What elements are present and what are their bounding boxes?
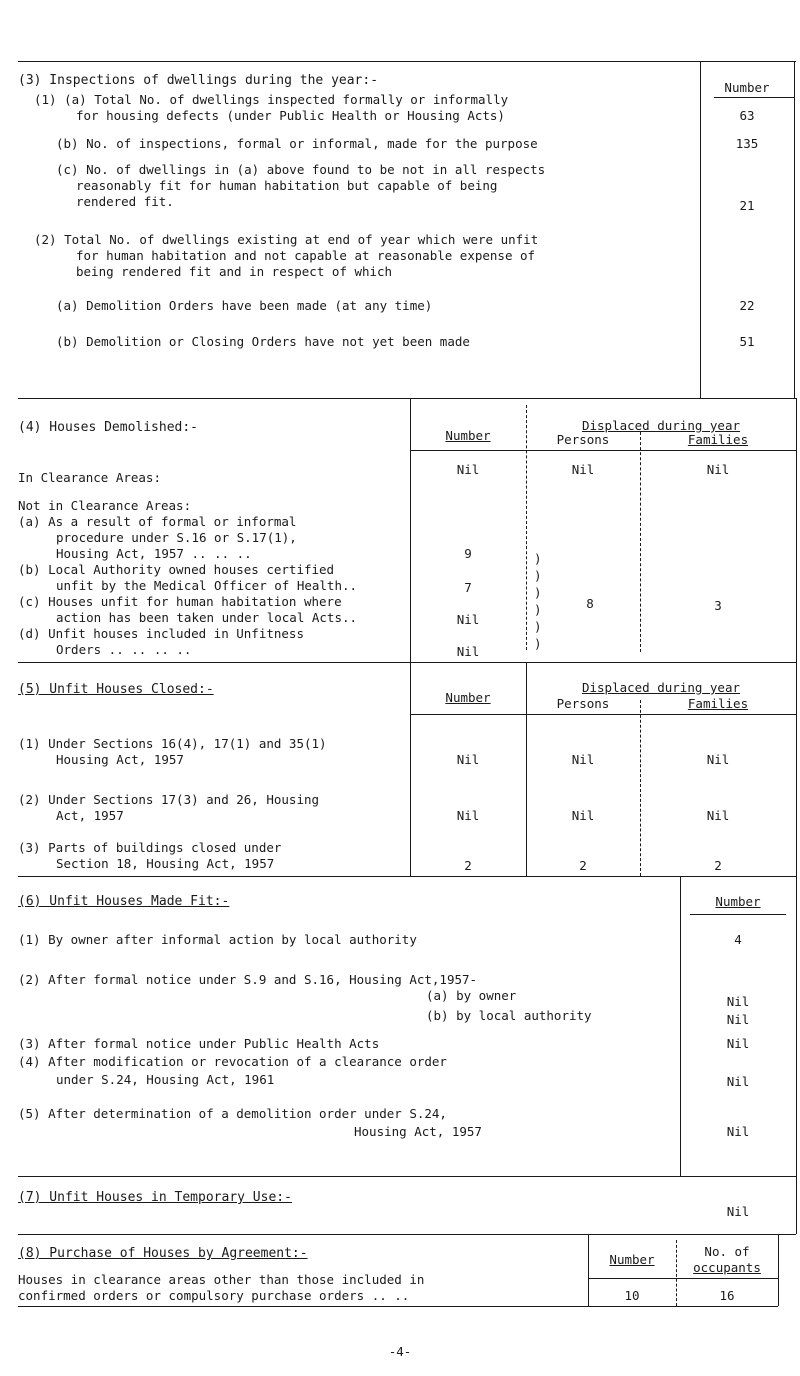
s6-r5-value: Nil: [726, 1124, 750, 1139]
s4-not-clearance-label: Not in Clearance Areas:: [18, 498, 192, 513]
s6-r5-line1: (5) After determination of a demolition order under S.24,: [18, 1106, 447, 1121]
s3-row2-line2: for human habitation and not capable at reasonable expense of: [76, 248, 536, 263]
s4-c-value: Nil: [456, 612, 480, 627]
s3-row1a-line2: for housing defects (under Public Health or Housing Acts): [76, 108, 505, 123]
s6-number-header: Number: [715, 894, 761, 909]
s4-b-value: 7: [464, 580, 472, 595]
s8-occupants-header-line2: occupants: [693, 1260, 761, 1275]
s8-row-line1: Houses in clearance areas other than those included in: [18, 1272, 425, 1287]
s5-header-rule: [410, 714, 796, 715]
s6-r1: (1) By owner after informal action by local authority: [18, 932, 417, 947]
s6-r3-value: Nil: [726, 1036, 750, 1051]
s8-right-rule: [778, 1234, 779, 1306]
s6-heading: (6) Unfit Houses Made Fit:-: [18, 894, 230, 909]
s6-r4-line2: under S.24, Housing Act, 1961: [56, 1072, 275, 1087]
s6-header-rule: [690, 914, 786, 915]
s5-right-rule: [796, 662, 797, 876]
s4-c-line1: (c) Houses unfit for human habitation where: [18, 594, 342, 609]
s3-row1c-value: 21: [739, 198, 755, 213]
s5-r1-families: Nil: [706, 752, 730, 767]
s8-occupants-header-line1: No. of: [704, 1244, 750, 1259]
s4-a-line1: (a) As a result of formal or informal: [18, 514, 297, 529]
s4-top-rule: [18, 398, 796, 399]
s5-r2-persons: Nil: [571, 808, 595, 823]
s8-row-number: 10: [624, 1288, 640, 1303]
s8-row-occupants: 16: [719, 1288, 735, 1303]
s6-r2-line1: (2) After formal notice under S.9 and S.16, Housing Act,1957-: [18, 972, 478, 987]
s6-r2b: (b) by local authority: [426, 1008, 592, 1023]
s5-number-header: Number: [445, 690, 491, 705]
s4-d-line1: (d) Unfit houses included in Unfitness: [18, 626, 304, 641]
s4-group-persons: 8: [586, 596, 594, 611]
s4-a-value: 9: [464, 546, 472, 561]
s3-row2b: (b) Demolition or Closing Orders have not yet been made: [56, 334, 470, 349]
s4-families-header: Families: [687, 432, 749, 447]
s7-heading: (7) Unfit Houses in Temporary Use:-: [18, 1190, 292, 1205]
s3-right-rule: [794, 61, 795, 399]
s5-families-col-rule: [640, 700, 641, 876]
s4-clearance-label: In Clearance Areas:: [18, 470, 161, 485]
s8-row-line2: confirmed orders or compulsory purchase orders .. ..: [18, 1288, 410, 1303]
s5-r3-line2: Section 18, Housing Act, 1957: [56, 856, 275, 871]
s3-row1a-line1: (1) (a) Total No. of dwellings inspected formally or informally: [34, 92, 509, 107]
s8-heading: (8) Purchase of Houses by Agreement:-: [18, 1246, 308, 1261]
s5-r1-persons: Nil: [571, 752, 595, 767]
s3-number-header: Number: [724, 80, 770, 95]
s4-clearance-number: Nil: [456, 462, 480, 477]
s5-r1-line2: Housing Act, 1957: [56, 752, 184, 767]
s4-persons-header: Persons: [556, 432, 610, 447]
s5-r2-line1: (2) Under Sections 17(3) and 26, Housing: [18, 792, 320, 807]
s8-bottom-rule: [18, 1306, 778, 1307]
s3-row1b: (b) No. of inspections, formal or informal, made for the purpose: [56, 136, 538, 151]
s6-right-rule: [796, 876, 797, 1176]
s6-r1-value: 4: [734, 932, 742, 947]
s3-row1a-value: 63: [739, 108, 755, 123]
s6-r2b-value: Nil: [726, 1012, 750, 1027]
s4-group-families: 3: [714, 598, 722, 613]
s5-persons-header: Persons: [556, 696, 610, 711]
s3-header-rule: [714, 97, 794, 98]
s3-heading: (3) Inspections of dwellings during the year:-: [18, 73, 379, 88]
s3-row1c-line1: (c) No. of dwellings in (a) above found to be not in all respects: [56, 162, 546, 177]
s5-r3-persons: 2: [579, 858, 587, 873]
s5-r3-families: 2: [714, 858, 722, 873]
s7-top-rule: [18, 1176, 796, 1177]
s3-row1b-value: 135: [735, 136, 759, 151]
s4-c-line2: action has been taken under local Acts..: [56, 610, 358, 625]
s5-heading: (5) Unfit Houses Closed:-: [18, 682, 214, 697]
s5-r1-line1: (1) Under Sections 16(4), 17(1) and 35(1): [18, 736, 327, 751]
s5-top-rule: [18, 662, 796, 663]
s6-r2a-value: Nil: [726, 994, 750, 1009]
s5-displaced-header: Displaced during year: [581, 680, 741, 695]
s6-r2a: (a) by owner: [426, 988, 517, 1003]
s8-header-rule: [588, 1278, 778, 1279]
s4-number-header: Number: [445, 428, 491, 443]
s4-d-value: Nil: [456, 644, 480, 659]
s6-r3: (3) After formal notice under Public Health Acts: [18, 1036, 380, 1051]
s8-top-rule: [18, 1234, 796, 1235]
s4-b-line1: (b) Local Authority owned houses certified: [18, 562, 335, 577]
s6-r5-line2: Housing Act, 1957: [354, 1124, 482, 1139]
s3-row2-line3: being rendered fit and in respect of which: [76, 264, 393, 279]
s3-row1c-line2: reasonably fit for human habitation but capable of being: [76, 178, 498, 193]
s4-b-line2: unfit by the Medical Officer of Health..: [56, 578, 358, 593]
s4-displaced-header: Displaced during year: [581, 418, 741, 433]
s4-header-rule: [410, 450, 796, 451]
s5-r2-line2: Act, 1957: [56, 808, 124, 823]
s5-r2-number: Nil: [456, 808, 480, 823]
s3-row2-line1: (2) Total No. of dwellings existing at end of year which were unfit: [34, 232, 539, 247]
s4-heading: (4) Houses Demolished:-: [18, 420, 199, 435]
page-number: -4-: [388, 1344, 412, 1359]
s5-r1-number: Nil: [456, 752, 480, 767]
s8-number-header: Number: [609, 1252, 655, 1267]
s4-clearance-families: Nil: [706, 462, 730, 477]
s3-row2a-value: 22: [739, 298, 755, 313]
s3-row2b-value: 51: [739, 334, 755, 349]
s7-right-rule: [796, 1176, 797, 1234]
s4-clearance-persons: Nil: [571, 462, 595, 477]
s4-a-line2: procedure under S.16 or S.17(1),: [56, 530, 297, 545]
s4-right-rule: [796, 398, 797, 662]
s4-a-line3: Housing Act, 1957 .. .. ..: [56, 546, 252, 561]
s5-r2-families: Nil: [706, 808, 730, 823]
s5-r3-line1: (3) Parts of buildings closed under: [18, 840, 282, 855]
s5-r3-number: 2: [464, 858, 472, 873]
s7-value: Nil: [726, 1204, 750, 1219]
s6-r4-value: Nil: [726, 1074, 750, 1089]
s4-d-line2: Orders .. .. .. ..: [56, 642, 192, 657]
s3-row1c-line3: rendered fit.: [76, 194, 174, 209]
s3-row2a: (a) Demolition Orders have been made (at any time): [56, 298, 433, 313]
s3-top-rule: [18, 61, 796, 62]
s5-families-header: Families: [687, 696, 749, 711]
s6-r4-line1: (4) After modification or revocation of a clearance order: [18, 1054, 447, 1069]
s4-brace: ) ) ) ) ) ): [534, 551, 542, 651]
